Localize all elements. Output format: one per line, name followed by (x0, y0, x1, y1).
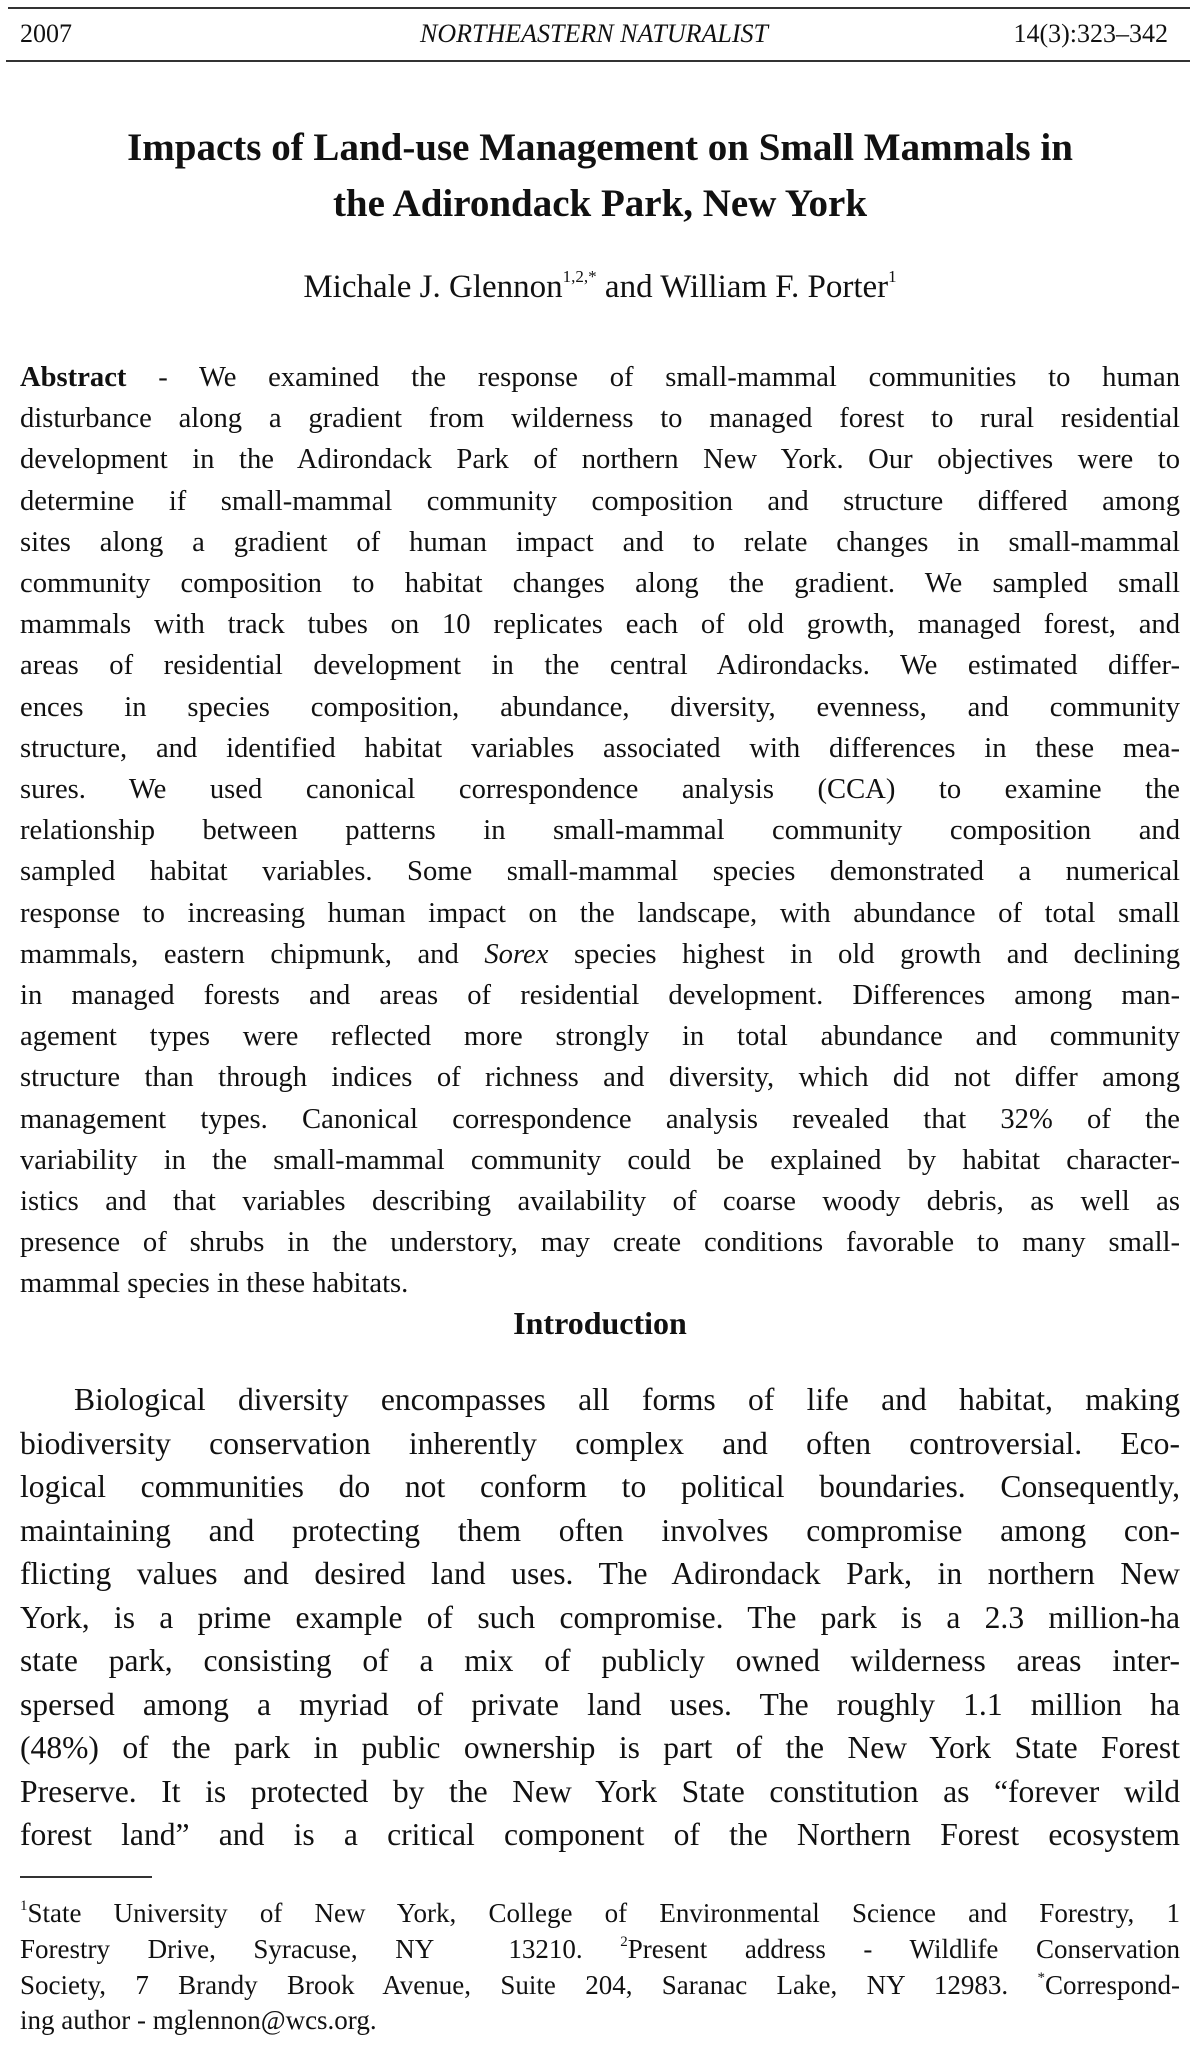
intro-line: (48%) of the park in public ownership is part of the New York State Forest (20, 1730, 1180, 1765)
author-list (20, 265, 1180, 309)
abstract-line: agement types were reflected more strongly in total abundance and community (20, 1021, 1180, 1053)
footnote-mark: 1 (20, 1898, 28, 1914)
footnote-line (20, 2003, 1180, 2039)
section-heading-introduction: Introduction (513, 1305, 687, 1341)
abstract-line: ences in species composition, abundance, diversity, evenness, and community (20, 691, 1180, 723)
introduction-body (20, 1378, 1180, 1857)
abstract-line: mammals with track tubes on 10 replicates each of old growth, managed forest, and (20, 609, 1180, 641)
journal-name: NORTHEASTERN NATURALIST (420, 19, 768, 48)
intro-line: logical communities do not conform to political boundaries. Consequently, (20, 1469, 1180, 1504)
abstract-line: Abstract - We examined the response of small-mammal communities to human (20, 362, 1180, 393)
abstract-line: in managed forests and areas of residential development. Differences among man- (20, 980, 1180, 1012)
header-rule (6, 60, 1190, 62)
abstract-line: development in the Adirondack Park of northern New York. Our objectives were to (20, 444, 1180, 476)
abstract-line: mammal species in these habitats. (20, 1268, 409, 1300)
abstract-line: structure, and identified habitat variables associated with differences in these mea- (20, 732, 1180, 764)
intro-line: maintaining and protecting them often involves compromise among con- (20, 1512, 1180, 1548)
journal-year: 2007 (20, 19, 72, 48)
footnote-line: Society, 7 Brandy Brook Avenue, Suite 204, Saranac Lake, NY 12983. *Correspond- (20, 1969, 1180, 2000)
title-line-1: Impacts of Land-use Management on Small Mammals in (127, 126, 1073, 169)
author-affiliation-mark: 1,2,* (562, 267, 597, 286)
paper-title (20, 120, 1180, 232)
footnote-mark: * (1037, 1969, 1046, 1986)
intro-line: Biological diversity encompasses all forms of life and habitat, making (74, 1382, 1180, 1417)
abstract-line: mammals, eastern chipmunk, and Sorex species highest in old growth and declining (20, 938, 1180, 970)
author-affiliation-mark: 1 (888, 267, 897, 286)
corresponding-email: ing author - mglennon@wcs.org. (20, 2005, 377, 2036)
top-rule (8, 7, 1190, 9)
author-name: William F. Porter (660, 269, 889, 305)
intro-line: flicting values and desired land uses. The Adirondack Park, in northern New (20, 1556, 1180, 1591)
abstract-line: presence of shrubs in the understory, may create conditions favorable to many small- (20, 1227, 1180, 1259)
intro-line: Preserve. It is protected by the New York State constitution as “forever wild (20, 1773, 1180, 1809)
footnote-line: $^1$State University of New York, College of Environmental Science and Forestry, 1 (20, 1898, 1180, 1928)
abstract-line: response to increasing human impact on the landscape, with abundance of total small (20, 897, 1180, 929)
intro-line: forest land” and is a critical component of the Northern Forest ecosystem (20, 1817, 1180, 1852)
footnote-mark: 2 (620, 1933, 628, 1950)
abstract-line: sures. We used canonical correspondence analysis (CCA) to examine the (20, 774, 1180, 806)
abstract-line: relationship between patterns in small-mammal community composition and (20, 815, 1180, 847)
intro-line: spersed among a myriad of private land uses. The roughly 1.1 million ha (20, 1686, 1180, 1722)
abstract (20, 357, 1180, 1305)
footnote-rule (20, 1876, 152, 1878)
abstract-line: sampled habitat variables. Some small-mammal species demonstrated a numerical (20, 856, 1180, 888)
title-line-2: the Adirondack Park, New York (332, 182, 868, 225)
abstract-line: disturbance along a gradient from wilderness to managed forest to rural residential (20, 403, 1180, 435)
abstract-line: management types. Canonical correspondence analysis revealed that 32% of the (20, 1103, 1180, 1135)
running-head (20, 17, 1168, 51)
abstract-line: structure than through indices of richness and diversity, which did not differ among (20, 1062, 1180, 1094)
abstract-line: community composition to habitat changes along the gradient. We sampled small (20, 568, 1180, 600)
italic-genus: Sorex (484, 938, 549, 970)
volume-pages: 14(3):323–342 (1013, 19, 1168, 48)
abstract-line: istics and that variables describing availability of coarse woody debris, as well as (20, 1186, 1180, 1218)
abstract-line: sites along a gradient of human impact and to relate changes in small-mammal (20, 526, 1180, 558)
abstract-line: determine if small-mammal community composition and structure differed among (20, 485, 1180, 517)
author-name: Michale J. Glennon (303, 269, 563, 305)
author-connector: and (596, 269, 661, 305)
intro-line: state park, consisting of a mix of publicly owned wilderness areas inter- (20, 1643, 1180, 1678)
intro-line: York, is a prime example of such compromise. The park is a 2.3 million-ha (20, 1599, 1180, 1635)
footnote-line: Forestry Drive, Syracuse, NY 13210. $^2$Present address - Wildlife Conservation (20, 1933, 1180, 1964)
abstract-line: variability in the small-mammal community could be explained by habitat character- (20, 1144, 1180, 1176)
abstract-label: Abstract (20, 362, 127, 393)
abstract-line: areas of residential development in the central Adirondacks. We estimated differ- (20, 650, 1180, 682)
affiliation-footnote (20, 1896, 1180, 2039)
intro-line: biodiversity conservation inherently complex and often controversial. Eco- (20, 1425, 1180, 1461)
